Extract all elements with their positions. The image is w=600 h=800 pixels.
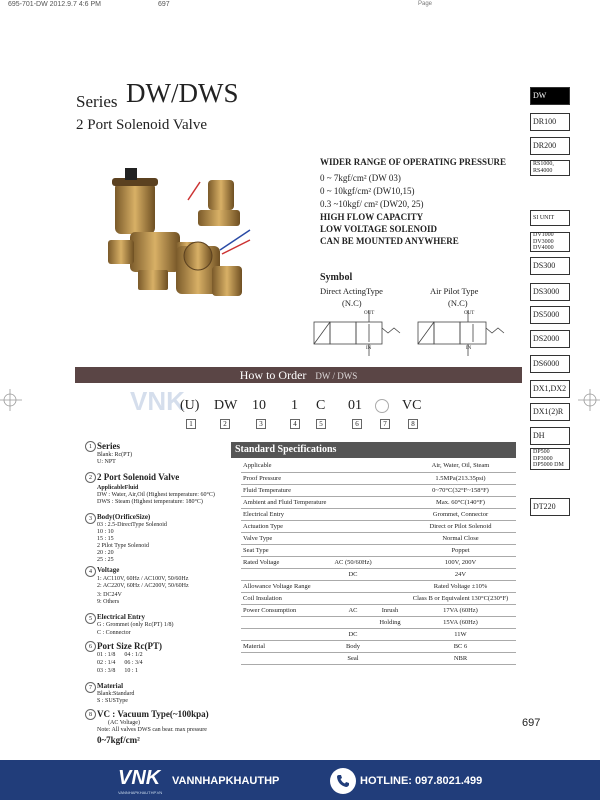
legend-material-title: Material (97, 682, 124, 690)
order-code-part: VC (402, 398, 422, 413)
symbol-direct-diagram (308, 310, 404, 356)
spec-cell: BC 6 (405, 640, 516, 652)
symbol-in-label: IN (466, 346, 472, 351)
spec-cell: Seal (331, 652, 375, 664)
spec-cell: Holding (375, 616, 405, 628)
spec-cell (331, 520, 375, 532)
legend-body-line: 15 : 15 (97, 536, 114, 542)
legend-voltage-line: 9: Others (97, 599, 120, 605)
side-tab-dt220[interactable]: DT220 (530, 498, 570, 516)
product-photo (100, 160, 310, 320)
footer-brand: VANNHAPKHAUTHP (172, 775, 280, 787)
spec-cell (331, 460, 375, 472)
order-code-part: DW (214, 398, 238, 413)
feature-line: 0.3 ~10kgf/ cm² (DW20, 25) (320, 199, 424, 209)
spec-cell: Ambient and Fluid Temperature (241, 496, 331, 508)
side-tab-dp-dm[interactable]: DP500 DP3000 DP5000 DM (530, 448, 570, 470)
legend-vacuum-pressure: 0~7kgf/cm² (97, 735, 140, 745)
feature-line: WIDER RANGE OF OPERATING PRESSURE (320, 157, 507, 167)
side-tab-dr100[interactable]: DR100 (530, 113, 570, 131)
symbol-pilot-diagram (412, 310, 508, 356)
feature-line: 0 ~ 7kgf/cm² (DW 03) (320, 173, 401, 183)
legend-vacuum-line: Note: All valves DWS can bear. max pressure (97, 727, 207, 733)
spec-cell: Coil Insulation (241, 592, 331, 604)
spec-cell (375, 508, 405, 520)
spec-cell (331, 592, 375, 604)
spec-cell (375, 532, 405, 544)
spec-cell: 11W (405, 628, 516, 640)
spec-cell: Seat Type (241, 544, 331, 556)
order-code-number: 6 (352, 419, 362, 429)
spec-cell (331, 484, 375, 496)
legend-valve-title: 2 Port Solenoid Valve (97, 472, 180, 482)
spec-row (241, 544, 516, 556)
legend-series-line: U: NPT (97, 459, 116, 465)
spec-cell (375, 472, 405, 484)
spec-cell: Inrush (375, 604, 405, 616)
order-code-number: 4 (290, 419, 300, 429)
spec-cell: Body (331, 640, 375, 652)
spec-row (241, 652, 516, 664)
print-header-left: 695-701-DW 2012.9.7 4:6 PM (8, 1, 101, 8)
order-code-part: 10 (252, 398, 266, 413)
spec-row (241, 640, 516, 652)
spec-row (241, 532, 516, 544)
spec-table (241, 460, 516, 665)
spec-cell (331, 472, 375, 484)
spec-cell: AC (331, 604, 375, 616)
legend-number: 3 (85, 513, 96, 524)
side-tab-dx1-dx2[interactable]: DX1,DX2 (530, 380, 570, 398)
symbol-pilot-sub: (N.C) (448, 298, 468, 308)
spec-row (241, 568, 516, 580)
spec-cell (375, 544, 405, 556)
spec-cell (241, 568, 331, 580)
spec-cell: Fluid Temperature (241, 484, 331, 496)
legend-body-line: 25 : 25 (97, 557, 114, 563)
footer-logo-watermark: VNK (130, 386, 185, 416)
spec-cell: 17VA (60Hz) (405, 604, 516, 616)
spec-cell: AC (50/60Hz) (331, 556, 375, 568)
spec-cell (241, 652, 331, 664)
legend-voltage-title: Voltage (97, 566, 120, 574)
legend-vacuum-title: VC : Vacuum Type(~100kpa) (97, 709, 209, 719)
legend-port-line: 03 : 3/8 10 : 1 (97, 668, 139, 674)
spec-cell: Allowance Voltage Range (241, 580, 331, 592)
spec-cell (331, 532, 375, 544)
order-code-part: (U) (180, 398, 200, 413)
order-code-number: 3 (256, 419, 266, 429)
registration-mark-left (0, 385, 24, 415)
spec-cell (241, 616, 331, 628)
symbol-out-label: OUT (364, 311, 375, 316)
order-code-blank-slot (375, 399, 389, 413)
spec-cell: Poppet (405, 544, 516, 556)
side-tab-dr200[interactable]: DR200 (530, 137, 570, 155)
spec-cell: NBR (405, 652, 516, 664)
spec-cell (375, 568, 405, 580)
legend-body-line: 10 : 10 (97, 529, 114, 535)
spec-row (241, 460, 516, 472)
spec-cell: Normal Close (405, 532, 516, 544)
side-tab-dv[interactable]: DV1000 DV3000 DV4000 (530, 232, 570, 252)
spec-table-title: Standard Specifications (231, 442, 516, 458)
legend-number: 6 (85, 641, 96, 652)
spec-cell (375, 580, 405, 592)
legend-body-line: 03 : 2.5-DirectType Solenoid (97, 522, 167, 528)
spec-cell: 24V (405, 568, 516, 580)
series-label: Series (76, 92, 118, 111)
legend-number: 5 (85, 613, 96, 624)
spec-cell: Material (241, 640, 331, 652)
symbol-direct-label: Direct ActingType (320, 286, 383, 296)
spec-row (241, 556, 516, 568)
spec-cell: 1.5MPa(213.35psi) (405, 472, 516, 484)
order-code-number: 5 (316, 419, 326, 429)
legend-number: 2 (85, 472, 96, 483)
page-number: 697 (522, 717, 541, 729)
spec-row (241, 628, 516, 640)
legend-electrical-title: Electrical Entry (97, 613, 146, 621)
spec-cell (331, 544, 375, 556)
side-tab-ds6000[interactable]: DS6000 (530, 355, 570, 373)
spec-row (241, 484, 516, 496)
spec-cell: Power Consumption (241, 604, 331, 616)
print-header-page: 697 (158, 1, 170, 8)
legend-body-line: 20 : 20 (97, 550, 114, 556)
legend-port-title: Port Size Rc(PT) (97, 641, 162, 651)
spec-row (241, 496, 516, 508)
order-code-number: 2 (220, 419, 230, 429)
spec-cell (375, 460, 405, 472)
how-to-order-title: How to Order (239, 368, 307, 382)
spec-cell (375, 592, 405, 604)
legend-port-line: 01 : 1/8 04 : 1/2 (97, 652, 143, 658)
spec-cell (375, 640, 405, 652)
legend-valve-line: ApplicableFluid (97, 485, 139, 491)
legend-number: 7 (85, 682, 96, 693)
legend-number: 8 (85, 709, 96, 720)
legend-voltage-line: 2: AC220V, 60Hz / AC200V, 50/60Hz (97, 583, 189, 589)
order-code-part: C (316, 398, 326, 413)
order-code-part: 1 (291, 398, 298, 413)
legend-voltage-line: 3: DC24V (97, 592, 122, 598)
series-name: DW/DWS (126, 78, 239, 108)
spec-cell: DC (331, 628, 375, 640)
phone-icon[interactable] (330, 768, 356, 794)
how-to-order-watermark: DW / DWS (315, 371, 358, 381)
spec-cell: Class B or Equivalent 130°C(230°F) (405, 592, 516, 604)
legend-series-title: Series (97, 441, 120, 451)
spec-cell (241, 628, 331, 640)
registration-mark-right (576, 385, 600, 415)
symbol-direct-sub: (N.C) (342, 298, 362, 308)
side-tab-ds5000[interactable]: DS5000 (530, 306, 570, 324)
side-tab-dw[interactable]: DW (530, 87, 570, 105)
symbol-in-label: IN (366, 346, 372, 351)
spec-row (241, 520, 516, 532)
spec-cell: Valve Type (241, 532, 331, 544)
legend-number: 4 (85, 566, 96, 577)
feature-line: CAN BE MOUNTED ANYWHERE (320, 236, 459, 246)
spec-cell (375, 628, 405, 640)
spec-cell (331, 496, 375, 508)
spec-row (241, 616, 516, 628)
spec-cell: Max. 60°C(140°F) (405, 496, 516, 508)
spec-cell (375, 496, 405, 508)
side-tab-ds3000[interactable]: DS3000 (530, 283, 570, 301)
order-code-number: 7 (380, 419, 390, 429)
footer-logo-sub: VANNHAPKHAUTHP.VN (118, 790, 163, 795)
spec-cell: Air, Water, Oil, Steam (405, 460, 516, 472)
legend-valve-line: DW : Water, Air,Oil (Highest temperature: 60°C) (97, 492, 215, 498)
footer-logo[interactable]: VNK (118, 767, 161, 789)
spec-row (241, 472, 516, 484)
spec-cell (331, 508, 375, 520)
spec-cell: Grommet, Connector (405, 508, 516, 520)
side-tab-dh[interactable]: DH (530, 427, 570, 445)
spec-cell (375, 556, 405, 568)
legend-valve-line: DWS : Steam (Highest temperature: 180°C) (97, 499, 203, 505)
order-code-part: 01 (348, 398, 362, 413)
print-header-right: Page (418, 1, 433, 7)
footer-bar (0, 760, 600, 800)
spec-cell: Rated Voltage ±10% (405, 580, 516, 592)
footer-hotline[interactable]: HOTLINE: 097.8021.499 (360, 775, 483, 787)
spec-cell: Actuation Type (241, 520, 331, 532)
symbol-pilot-label: Air Pilot Type (430, 286, 479, 296)
order-code-number: 8 (408, 419, 418, 429)
side-tab-dx1-2-r[interactable]: DX1(2)R (530, 403, 570, 421)
side-tab-ds300[interactable]: DS300 (530, 257, 570, 275)
legend-electrical-line: G : Grommet (only Rc(PT) 1/8) (97, 622, 174, 628)
legend-electrical-line: C : Connector (97, 630, 131, 636)
side-tab-ds2000[interactable]: DS2000 (530, 330, 570, 348)
side-tab-rs[interactable]: RS1000, RS4000 (530, 160, 570, 176)
legend-body-title: Body(OrificeSize) (97, 513, 151, 521)
legend-body-line: 2 Pilot Type Solenoid (97, 543, 149, 549)
legend-number: 1 (85, 441, 96, 452)
legend-material-line: S : SUSType (97, 698, 128, 704)
legend-vacuum-line: (AC Voltage) (108, 720, 140, 726)
spec-cell: Direct or Pilot Solenoid (405, 520, 516, 532)
legend-voltage-line: 1: AC110V, 60Hz / AC100V, 50/60Hz (97, 576, 189, 582)
symbol-title: Symbol (320, 272, 353, 283)
spec-row (241, 592, 516, 604)
spec-row (241, 580, 516, 592)
legend-material-line: Blank:Standard (97, 691, 135, 697)
spec-cell (331, 580, 375, 592)
feature-line: HIGH FLOW CAPACITY (320, 212, 424, 222)
spec-cell (375, 520, 405, 532)
spec-cell: Proof Pressure (241, 472, 331, 484)
spec-cell: Rated Voltage (241, 556, 331, 568)
spec-cell: 15VA (60Hz) (405, 616, 516, 628)
spec-cell (375, 484, 405, 496)
order-code-number: 1 (186, 419, 196, 429)
spec-cell: 0~70°C(32°F~158°F) (405, 484, 516, 496)
spec-cell: Electrical Entry (241, 508, 331, 520)
spec-cell: 100V, 200V (405, 556, 516, 568)
spec-cell: DC (331, 568, 375, 580)
spec-row (241, 508, 516, 520)
legend-series-line: Blank: Rc(PT) (97, 452, 133, 458)
spec-cell: Applicable (241, 460, 331, 472)
feature-line: 0 ~ 10kgf/cm² (DW10,15) (320, 186, 415, 196)
spec-cell (331, 616, 375, 628)
side-tab-si-unit[interactable]: SI UNIT (530, 210, 570, 226)
legend-port-line: 02 : 1/4 06 : 3/4 (97, 660, 143, 666)
how-to-order-bar (75, 367, 522, 383)
page-subtitle: 2 Port Solenoid Valve (76, 117, 207, 133)
feature-line: LOW VOLTAGE SOLENOID (320, 224, 438, 234)
symbol-out-label: OUT (464, 311, 475, 316)
spec-cell (375, 652, 405, 664)
spec-row (241, 604, 516, 616)
